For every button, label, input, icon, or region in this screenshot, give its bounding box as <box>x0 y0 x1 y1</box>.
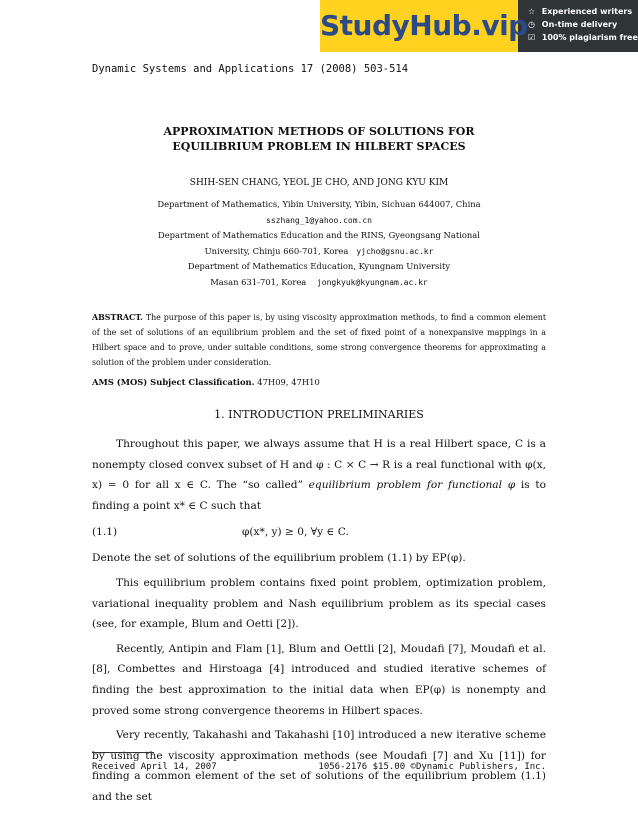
equation <box>92 520 546 544</box>
paragraph: This equilibrium problem contains fixed point problem, optimization problem, variational inequality problem and Nash equilibrium problem as its special cases (see, for example, Blum and Oetti [2]). <box>92 576 546 631</box>
body-text <box>92 434 546 812</box>
paragraph: Denote the set of solutions of the equilibrium problem (1.1) by EP(φ). <box>92 552 466 565</box>
feature-item <box>528 18 638 31</box>
title-line: EQUILIBRIUM PROBLEM IN HILBERT SPACES <box>172 140 466 153</box>
clock-icon: ◷ <box>528 20 535 29</box>
brand-logo[interactable]: StudyHub.vip <box>320 0 518 52</box>
paragraph: Recently, Antipin and Flam [1], Blum and Oettli [2], Moudafi [7], Moudafi et al. [8], Combettes and Hirstoaga [4] introduced and studied iterative schemes of finding the best approximation to the initial data when EP(φ) is nonempty and proved some strong convergence theorems in Hilbert spaces. <box>92 642 546 717</box>
feature-label: 100% plagiarism free <box>541 33 638 42</box>
affiliation-line: Department of Mathematics Education and the RINS, Gyeongsang National <box>158 230 480 241</box>
email-link[interactable]: yjcho@gsnu.ac.kr <box>356 246 434 256</box>
abstract-label: ABSTRACT. <box>92 313 143 322</box>
footer <box>92 762 546 772</box>
email-link[interactable]: sszhang_1@yahoo.com.cn <box>266 215 372 225</box>
star-icon: ☆ <box>528 7 536 16</box>
email-link[interactable]: jongkyuk@kyungnam.ac.kr <box>316 277 428 287</box>
received-date: Received April 14, 2007 <box>92 762 217 772</box>
equation-number: (1.1) <box>92 526 118 539</box>
affiliations <box>92 197 546 291</box>
section-heading: 1. INTRODUCTION PRELIMINARIES <box>214 408 424 421</box>
affiliation-line: Masan 631-701, Korea <box>210 276 307 287</box>
feature-list <box>518 0 638 52</box>
paragraph-text: is to finding a point x* ∈ C such that <box>92 479 546 512</box>
ams-codes: 47H09, 47H10 <box>257 377 320 387</box>
paragraph-text: Throughout this paper, we always assume that H is a real Hilbert space, C is a nonempty closed convex subset of H and φ : C × C → R is a real functional with φ(x, x) = 0 for all x ∈ C. The “so called” <box>92 438 546 492</box>
abstract-text: The purpose of this paper is, by using viscosity approximation methods, to find a common element of the set of solutions of an equilibrium problem and the set of fixed point of a nonexpansive mappings in a Hilbert space and to prove, under suitable conditions, some strong convergence theorems for approximating a solution of the problem under consideration. <box>92 313 547 367</box>
feature-label: Experienced writers <box>541 7 633 16</box>
affiliation-line: University, Chinju 660-701, Korea <box>204 245 349 256</box>
title-line: APPROXIMATION METHODS OF SOLUTIONS FOR <box>163 125 475 138</box>
footnote-rule <box>92 752 154 753</box>
emphasis: equilibrium problem for functional φ <box>308 479 516 492</box>
equation-math: φ(x*, y) ≥ 0, ∀y ∈ C. <box>242 526 349 539</box>
check-icon: ☑ <box>528 33 536 42</box>
affiliation-line: Department of Mathematics Education, Kyungnam University <box>187 261 451 272</box>
feature-label: On-time delivery <box>541 20 618 29</box>
author-list: SHIH-SEN CHANG, YEOL JE CHO, AND JONG KYU KIM <box>189 178 449 188</box>
paper-title <box>92 124 546 154</box>
journal-header: Dynamic Systems and Applications 17 (2008) 503-514 <box>92 63 409 75</box>
abstract <box>92 310 546 370</box>
copyright: 1056-2176 $15.00 ©Dynamic Publishers, Inc. <box>318 762 546 772</box>
feature-item <box>528 31 638 44</box>
subject-classification <box>92 377 546 387</box>
feature-item <box>528 5 638 18</box>
ams-label: AMS (MOS) Subject Classification. <box>92 377 255 387</box>
paragraph <box>92 434 546 516</box>
paragraph: Very recently, Takahashi and Takahashi [10] introduced a new iterative scheme by using the viscosity approximation methods (see Moudafi [7] and Xu [11]) for finding a common element of the set of solutions of the equilibrium problem (1.1) and the set <box>92 729 546 803</box>
ad-banner[interactable] <box>320 0 638 52</box>
affiliation-line: Department of Mathematics, Yibin University, Yibin, Sichuan 644007, China <box>157 199 481 209</box>
